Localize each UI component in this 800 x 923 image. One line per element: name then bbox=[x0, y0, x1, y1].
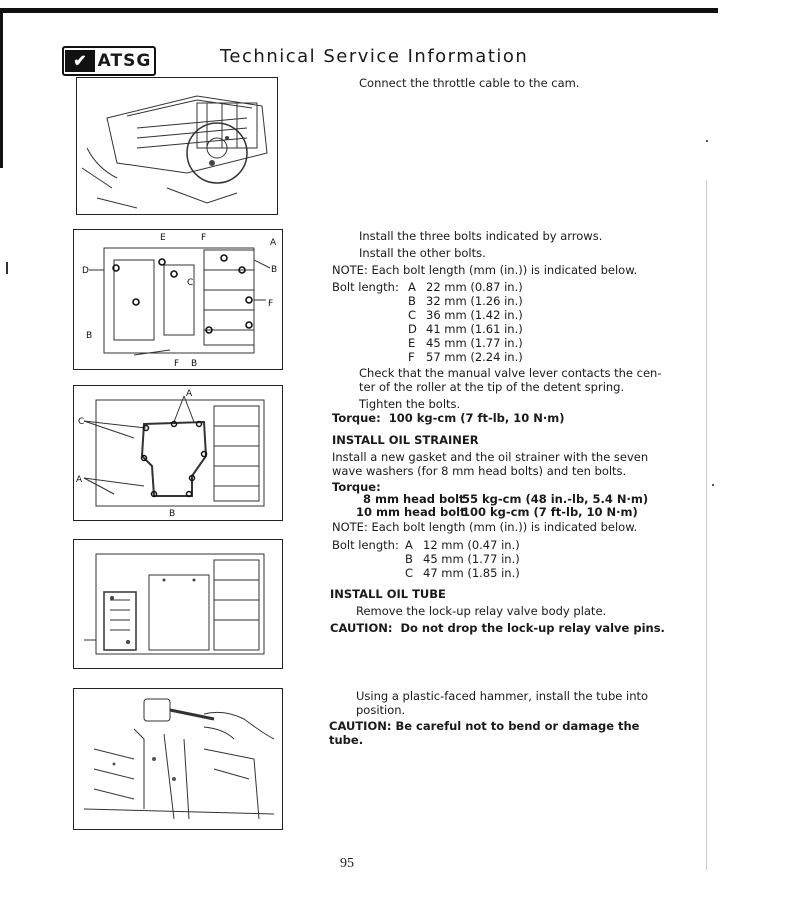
right-divider bbox=[706, 180, 707, 870]
torque-8mm-value: 55 kg-cm (48 in.-lb, 5.4 N·m) bbox=[462, 492, 649, 506]
checkmark-icon: ✔ bbox=[65, 50, 95, 72]
strainer-bolt-a: A 12 mm (0.47 in.) bbox=[405, 538, 520, 552]
figure-oil-strainer bbox=[73, 385, 283, 521]
bolt-row-e: E 45 mm (1.77 in.) bbox=[408, 336, 523, 350]
label-B-bottom: B bbox=[191, 359, 198, 369]
torque-8mm-label: 8 mm head bolt bbox=[363, 492, 465, 506]
label-D: D bbox=[82, 266, 89, 276]
oil-tube-diagram bbox=[74, 540, 282, 668]
tube-heading: INSTALL OIL TUBE bbox=[330, 587, 446, 601]
left-rule bbox=[0, 8, 3, 168]
bolt-row-d: D 41 mm (1.61 in.) bbox=[408, 322, 523, 336]
bolt-note: NOTE: Each bolt length (mm (in.)) is indicated below. bbox=[332, 263, 638, 277]
torque-10mm-label: 10 mm head bolt bbox=[356, 505, 466, 519]
bolt-row-c: C 36 mm (1.42 in.) bbox=[408, 308, 523, 322]
speck-2 bbox=[712, 484, 714, 486]
tube-line1: Remove the lock-up relay valve body plate. bbox=[356, 604, 607, 618]
bolt-length-label: Bolt length: bbox=[332, 280, 399, 294]
hammer-diagram bbox=[74, 689, 282, 829]
hammer-caution1: CAUTION: Be careful not to bend or damage the bbox=[329, 719, 640, 733]
strainer-torque-label: Torque: bbox=[332, 480, 381, 494]
page-number: 95 bbox=[340, 856, 354, 871]
strainer-label-C: C bbox=[78, 417, 85, 427]
atsg-logo bbox=[62, 46, 156, 76]
bolt-row-b: B 32 mm (1.26 in.) bbox=[408, 294, 523, 308]
figure-valve-body-bolts bbox=[73, 229, 283, 370]
torque-10mm-value: 100 kg-cm (7 ft-lb, 10 N·m) bbox=[462, 505, 638, 519]
install-three-bolts: Install the three bolts indicated by arrows. bbox=[359, 229, 603, 243]
left-mark bbox=[6, 262, 8, 274]
valve-body-diagram bbox=[74, 230, 282, 369]
install-other-bolts: Install the other bolts. bbox=[359, 246, 486, 260]
figure-hammer bbox=[73, 688, 283, 830]
figure-throttle-cable bbox=[76, 77, 278, 215]
strainer-bolt-b: B 45 mm (1.77 in.) bbox=[405, 552, 520, 566]
speck-1 bbox=[706, 140, 708, 142]
strainer-label-B: B bbox=[169, 509, 176, 519]
label-A: A bbox=[270, 238, 277, 248]
logo-text: ATSG bbox=[97, 51, 152, 71]
label-B-right: B bbox=[271, 265, 278, 275]
label-C: C bbox=[187, 278, 194, 288]
hammer-caution2: tube. bbox=[329, 733, 364, 747]
strainer-heading: INSTALL OIL STRAINER bbox=[332, 433, 479, 447]
label-B-left: B bbox=[86, 331, 93, 341]
strainer-label-A-top: A bbox=[186, 389, 193, 399]
figure-oil-tube bbox=[73, 539, 283, 669]
tighten-bolts: Tighten the bolts. bbox=[359, 397, 461, 411]
tube-caution: CAUTION: Do not drop the lock-up relay valve pins. bbox=[330, 621, 665, 635]
strainer-line1: Install a new gasket and the oil strainer with the seven bbox=[332, 450, 649, 464]
bolt-row-a: A 22 mm (0.87 in.) bbox=[408, 280, 523, 294]
top-rule bbox=[0, 8, 718, 13]
label-F-top: F bbox=[201, 233, 207, 243]
hammer-line1: Using a plastic-faced hammer, install the tube into bbox=[356, 689, 649, 703]
throttle-instruction: Connect the throttle cable to the cam. bbox=[359, 76, 580, 90]
bolt-row-f: F 57 mm (2.24 in.) bbox=[408, 350, 523, 364]
throttle-cable-illustration bbox=[77, 78, 277, 214]
page-title: Technical Service Information bbox=[220, 46, 529, 67]
strainer-bolt-c: C 47 mm (1.85 in.) bbox=[405, 566, 520, 580]
strainer-note: NOTE: Each bolt length (mm (in.)) is indicated below. bbox=[332, 520, 638, 534]
torque-line: Torque: 100 kg-cm (7 ft-lb, 10 N·m) bbox=[332, 411, 565, 425]
strainer-line2: wave washers (for 8 mm head bolts) and ten bolts. bbox=[332, 464, 627, 478]
oil-strainer-diagram bbox=[74, 386, 282, 520]
strainer-bolt-label: Bolt length: bbox=[332, 538, 399, 552]
hammer-line2: position. bbox=[356, 703, 406, 717]
check-lever-line2: ter of the roller at the tip of the detent spring. bbox=[359, 380, 625, 394]
label-F-right: F bbox=[268, 299, 274, 309]
label-E: E bbox=[160, 233, 166, 243]
check-lever-line1: Check that the manual valve lever contacts the cen- bbox=[359, 366, 662, 380]
strainer-label-A-left: A bbox=[76, 475, 83, 485]
label-F-bottom: F bbox=[174, 359, 180, 369]
